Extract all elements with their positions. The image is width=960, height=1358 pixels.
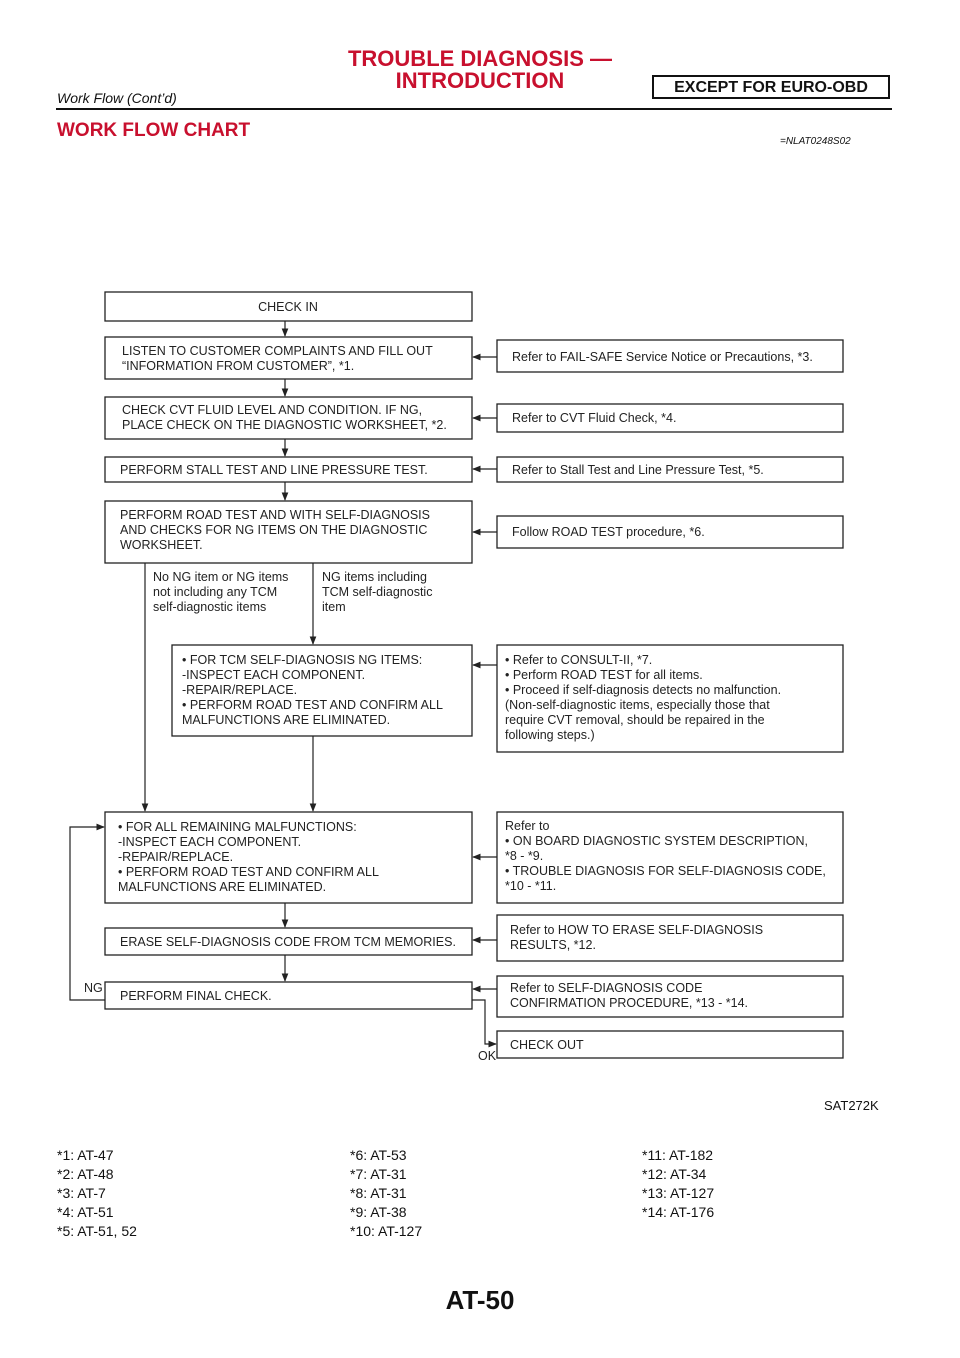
footnote: *13: AT-127 (642, 1185, 715, 1201)
header-title-line1: TROUBLE DIAGNOSIS — (347, 46, 612, 71)
footnote: *14: AT-176 (642, 1204, 715, 1220)
footnote-column-2 (350, 1146, 422, 1241)
branch-label-tcm: item (322, 600, 346, 614)
footnote-column-1 (57, 1146, 137, 1241)
footnote: *3: AT-7 (57, 1185, 106, 1201)
step-text: PERFORM FINAL CHECK. (120, 989, 272, 1003)
footnote: *7: AT-31 (350, 1166, 407, 1182)
footnote-column-3 (642, 1146, 714, 1222)
branch-label-no-tcm: No NG item or NG items (153, 570, 289, 584)
reference-text: require CVT removal, should be repaired in the (505, 713, 765, 727)
footnote: *10: AT-127 (350, 1223, 423, 1239)
step-text: LISTEN TO CUSTOMER COMPLAINTS AND FILL OUT (122, 344, 433, 358)
step-text: MALFUNCTIONS ARE ELIMINATED. (182, 713, 391, 727)
step-text: • FOR TCM SELF-DIAGNOSIS NG ITEMS: (182, 653, 423, 667)
branch-label-no-tcm: not including any TCM (153, 585, 278, 599)
reference-text: • Refer to CONSULT-II, *7. (505, 653, 653, 667)
footnote: *4: AT-51 (57, 1204, 114, 1220)
reference-text: CONFIRMATION PROCEDURE, *13 - *14. (510, 996, 749, 1010)
step-text: -INSPECT EACH COMPONENT. (118, 835, 302, 849)
reference-text: Refer to CVT Fluid Check, *4. (512, 411, 677, 425)
footnote: *5: AT-51, 52 (57, 1223, 137, 1239)
step-text: -REPAIR/REPLACE. (118, 850, 234, 864)
step-text: PERFORM STALL TEST AND LINE PRESSURE TEST. (120, 463, 428, 477)
branch-label-no-tcm: self-diagnostic items (153, 600, 267, 614)
step-text: CHECK IN (258, 300, 318, 314)
page-number: AT-50 (445, 1285, 515, 1315)
step-text: AND CHECKS FOR NG ITEMS ON THE DIAGNOSTIC (120, 523, 428, 537)
step-text: -REPAIR/REPLACE. (182, 683, 298, 697)
scope-badge: EXCEPT FOR EURO-OBD (652, 75, 890, 99)
footnote: *8: AT-31 (350, 1185, 407, 1201)
footnote: *12: AT-34 (642, 1166, 707, 1182)
reference-text: following steps.) (505, 728, 595, 742)
step-text: “INFORMATION FROM CUSTOMER”, *1. (122, 359, 355, 373)
branch-label-tcm: TCM self-diagnostic (322, 585, 433, 599)
step-text: WORKSHEET. (120, 538, 203, 552)
step-text: ERASE SELF-DIAGNOSIS CODE FROM TCM MEMORIES. (120, 935, 456, 949)
footnote: *1: AT-47 (57, 1147, 114, 1163)
reference-text: Refer to Stall Test and Line Pressure Test, *5. (512, 463, 764, 477)
step-text: PERFORM ROAD TEST AND WITH SELF-DIAGNOSIS (120, 508, 430, 522)
step-text: • PERFORM ROAD TEST AND CONFIRM ALL (118, 865, 379, 879)
reference-text: Refer to (505, 819, 550, 833)
reference-text: *8 - *9. (505, 849, 544, 863)
reference-text: RESULTS, *12. (510, 938, 596, 952)
footnote: *11: AT-182 (642, 1147, 714, 1163)
header-title-line2: INTRODUCTION (395, 68, 565, 93)
step-text: -INSPECT EACH COMPONENT. (182, 668, 366, 682)
reference-text: Refer to FAIL-SAFE Service Notice or Precautions, *3. (512, 350, 813, 364)
step-text: MALFUNCTIONS ARE ELIMINATED. (118, 880, 327, 894)
reference-text: • ON BOARD DIAGNOSTIC SYSTEM DESCRIPTION, (505, 834, 809, 848)
figure-id: SAT272K (824, 1098, 879, 1113)
footnote: *6: AT-53 (350, 1147, 407, 1163)
reference-text: • Proceed if self-diagnosis detects no malfunction. (505, 683, 782, 697)
footnote: *2: AT-48 (57, 1166, 114, 1182)
ng-loop-line (70, 827, 105, 1000)
reference-text: Refer to HOW TO ERASE SELF-DIAGNOSIS (510, 923, 764, 937)
reference-text: *10 - *11. (505, 879, 557, 893)
ok-path-line (472, 1000, 496, 1044)
step-text: • PERFORM ROAD TEST AND CONFIRM ALL (182, 698, 443, 712)
section-title: WORK FLOW CHART (57, 120, 251, 141)
branch-label-tcm: NG items including (322, 570, 427, 584)
reference-text: Refer to SELF-DIAGNOSIS CODE (510, 981, 703, 995)
ok-label: OK (478, 1049, 497, 1063)
reference-text: Follow ROAD TEST procedure, *6. (512, 525, 705, 539)
reference-text: • TROUBLE DIAGNOSIS FOR SELF-DIAGNOSIS CODE, (505, 864, 826, 878)
step-text: PLACE CHECK ON THE DIAGNOSTIC WORKSHEET, *2. (122, 418, 447, 432)
footnote: *9: AT-38 (350, 1204, 407, 1220)
step-text: CHECK CVT FLUID LEVEL AND CONDITION. IF NG, (122, 403, 423, 417)
section-ref-code: =NLAT0248S02 (780, 136, 851, 147)
reference-text: • Perform ROAD TEST for all items. (505, 668, 703, 682)
reference-text: (Non-self-diagnostic items, especially those that (505, 698, 770, 712)
page-subtitle: Work Flow (Cont’d) (57, 90, 177, 106)
ng-label: NG (84, 981, 103, 995)
step-text: • FOR ALL REMAINING MALFUNCTIONS: (118, 820, 357, 834)
step-text: CHECK OUT (510, 1038, 584, 1052)
